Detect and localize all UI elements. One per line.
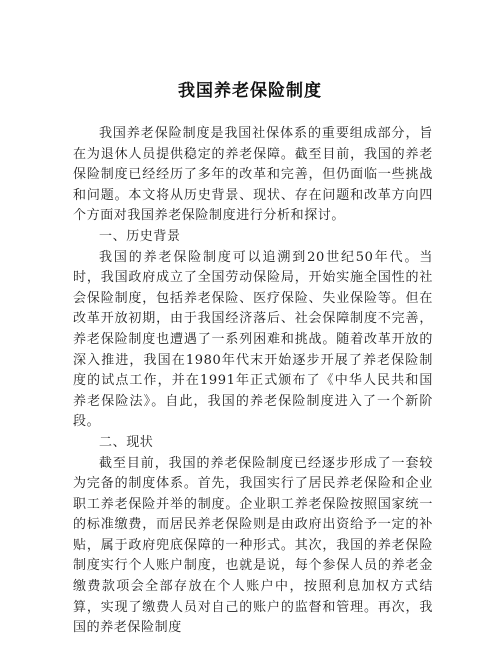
document-title: 我国养老保险制度 [178,81,322,101]
section-heading-status: 二、现状 [99,434,154,450]
section-heading-history: 一、历史背景 [99,228,181,244]
intro-paragraph: 我国养老保险制度是我国社保体系的重要组成部分，旨在为退休人员提供稳定的养老保障。截至目前，我国的养老保险制度已经经历了多年的改革和完善，但仍面临一些挑战和问题。本文将从历史背景、现状、存在问题和改革方向四个方面对我国养老保险制度进行分析和探讨。 [73,126,433,224]
document-body [73,124,433,639]
history-paragraph: 我国的养老保险制度可以追溯到20世纪50年代。当时，我国政府成立了全国劳动保险局，开始实施全国性的社会保险制度，包括养老保险、医疗保险、失业保险等。但在改革开放初期，由于我国经济落后、社会保障制度不完善，养老保险制度也遭遇了一系列困难和挑战。随着改革开放的深入推进，我国在1980年代末开始逐步开展了养老保险制度的试点工作，并在1991年正式颁布了《中华人民共和国养老保险法》。自此，我国的养老保险制度进入了一个新阶段。 [73,249,433,430]
status-paragraph: 截至目前，我国的养老保险制度已经逐步形成了一套较为完备的制度体系。首先，我国实行了居民养老保险和企业职工养老保险并举的制度。企业职工养老保险按照国家统一的标准缴费，而居民养老保险则是由政府出资给予一定的补贴，属于政府兜底保障的一种形式。其次，我国的养老保险制度实行个人账户制度，也就是说，每个参保人员的养老金缴费款项会全部存放在个人账户中，按照利息加权方式结算，实现了缴费人员对自己的账户的监督和管理。再次，我国的养老保险制度 [73,455,433,636]
